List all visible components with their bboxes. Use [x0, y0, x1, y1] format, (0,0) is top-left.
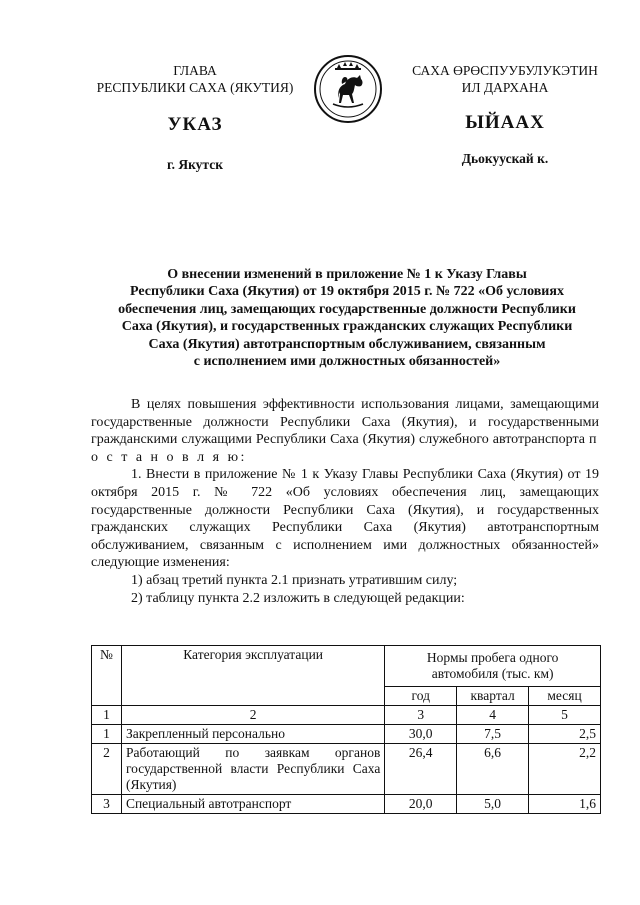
- header-right-line2: ИЛ ДАРХАНА: [461, 80, 549, 95]
- header-left-line2: РЕСПУБЛИКИ САХА (ЯКУТИЯ): [96, 80, 294, 95]
- header-quarter: квартал: [457, 687, 529, 706]
- document-type-sakha: ЫЙААХ: [465, 112, 545, 133]
- row-number: 1: [92, 725, 122, 744]
- column-number: 3: [385, 706, 457, 725]
- document-type-ru: УКАЗ: [167, 114, 223, 135]
- row-year: 20,0: [385, 795, 457, 814]
- column-number: 1: [92, 706, 122, 725]
- row-category: Закрепленный персонально: [121, 725, 384, 744]
- row-month: 1,6: [529, 795, 601, 814]
- row-quarter: 5,0: [457, 795, 529, 814]
- subitem-1-paragraph: 1) абзац третий пункта 2.1 признать утратившим силу;: [131, 572, 458, 588]
- row-number: 2: [92, 744, 122, 795]
- intro-text: В целях повышения эффективности использования лицами, замещающими государственные должности Республики Саха (Якутия), и государственными гражданскими служащими Республики Саха (Якутия) служебного автотранспорта: [91, 397, 599, 448]
- header-norms: Нормы пробега одного автомобиля (тыс. км): [385, 646, 601, 687]
- table-row: [92, 744, 601, 795]
- document-body: [91, 396, 599, 607]
- column-number: 2: [121, 706, 384, 725]
- resolve-word: п о с т а н о в л я ю:: [91, 432, 599, 465]
- title-line: Республики Саха (Якутия) от 19 октября 2015 г. № 722 «Об условиях: [130, 284, 564, 300]
- header-year: год: [385, 687, 457, 706]
- column-number: 5: [529, 706, 601, 725]
- row-quarter: 6,6: [457, 744, 529, 795]
- document-title: [92, 266, 602, 370]
- title-line: О внесении изменений в приложение № 1 к Указу Главы: [167, 267, 527, 282]
- item-1-paragraph: 1. Внести в приложение № 1 к Указу Главы Республики Саха (Якутия) от 19 октября 2015 г. № 722 «Об условиях обеспечения лиц, замещающих государственные должности Республики Саха (Якутия), и государственных гражданских служащих Республики Саха (Якутия) автотранспортным обслуживанием, связанным с исполнением ими должностных обязанностей» следующие изменения:: [91, 467, 599, 571]
- title-line: Саха (Якутия) автотранспортным обслуживанием, связанным: [148, 336, 546, 352]
- header-left: [80, 62, 310, 96]
- header-right-line1: САХА ӨРӨСПУУБУЛУКЭТИН: [412, 63, 598, 78]
- title-line: Саха (Якутия), и государственных гражданских служащих Республики: [121, 319, 573, 335]
- row-quarter: 7,5: [457, 725, 529, 744]
- intro-paragraph: [91, 396, 599, 466]
- column-number: 4: [457, 706, 529, 725]
- row-category: Работающий по заявкам органов государственной власти Республики Саха (Якутия): [121, 744, 384, 795]
- coat-of-arms-emblem-icon: [313, 54, 383, 124]
- row-year: 30,0: [385, 725, 457, 744]
- header-category: Категория эксплуатации: [121, 646, 384, 706]
- header-left-line1: ГЛАВА: [173, 63, 217, 78]
- table-header-row: [92, 646, 601, 687]
- table-row: [92, 725, 601, 744]
- header-month: месяц: [529, 687, 601, 706]
- city-ru: г. Якутск: [166, 157, 223, 172]
- row-month: 2,2: [529, 744, 601, 795]
- title-line: с исполнением ими должностных обязанностей»: [193, 354, 501, 370]
- row-number: 3: [92, 795, 122, 814]
- row-year: 26,4: [385, 744, 457, 795]
- mileage-norms-table: [91, 645, 601, 814]
- row-category: Специальный автотранспорт: [121, 795, 384, 814]
- subitem-2-paragraph: 2) таблицу пункта 2.2 изложить в следующей редакции:: [131, 590, 465, 606]
- title-line: обеспечения лиц, замещающих государственные должности Республики: [118, 301, 576, 317]
- table-row: [92, 795, 601, 814]
- header-number: №: [92, 646, 122, 706]
- row-month: 2,5: [529, 725, 601, 744]
- table-column-numbers-row: [92, 706, 601, 725]
- header-right: [385, 62, 625, 96]
- city-sakha: Дьокуускай к.: [461, 151, 549, 166]
